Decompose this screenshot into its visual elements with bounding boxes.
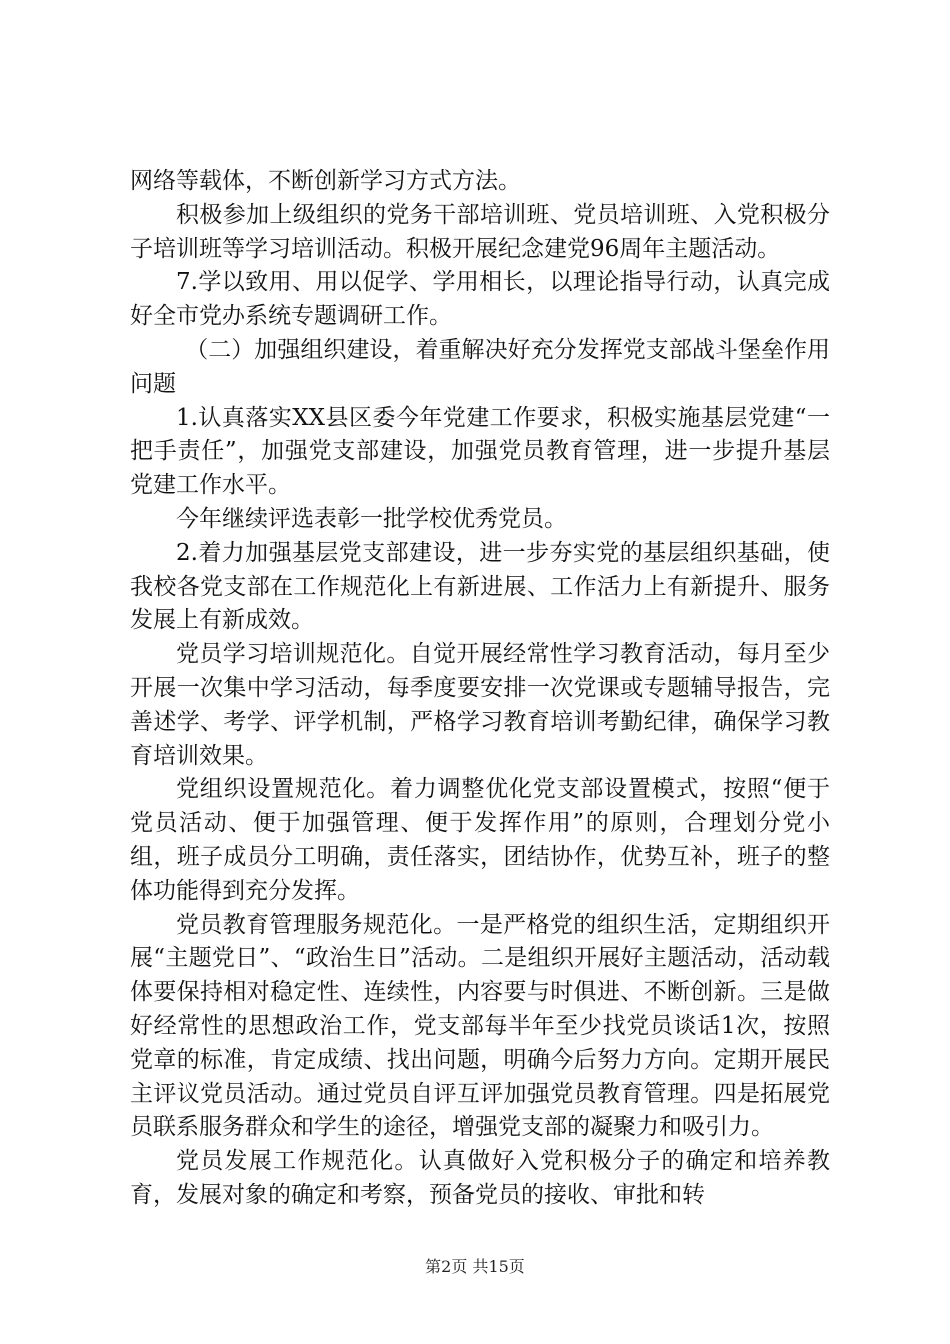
paragraph: 党员发展工作规范化。认真做好入党积极分子的确定和培养教育，发展对象的确定和考察，预备党员的接收、审批和转: [130, 1148, 830, 1208]
document-body: [130, 165, 830, 1213]
paragraph: 7.学以致用、用以促学、学用相长，以理论指导行动，认真完成好全市党办系统专题调研工作。: [130, 269, 830, 330]
paragraph: 党组织设置规范化。着力调整优化党支部设置模式，按照“便于党员活动、便于加强管理、便于发挥作用”的原则，合理划分党小组，班子成员分工明确，责任落实，团结协作，优势互补，班子的整体功能得到充分发挥。: [130, 776, 830, 904]
paragraph-continuation: 网络等载体，不断创新学习方式方法。: [130, 168, 521, 194]
paragraph: 积极参加上级组织的党务干部培训班、党员培训班、入党积极分子培训班等学习培训活动。积极开展纪念建党96周年主题活动。: [130, 201, 830, 262]
paragraph: 党员教育管理服务规范化。一是严格党的组织生活，定期组织开展“主题党日”、“政治生日”活动。二是组织开展好主题活动，活动载体要保持相对稳定性、连续性，内容要与时俱进、不断创新。三是做好经常性的思想政治工作，党支部每半年至少找党员谈话1次，按照党章的标准，肯定成绩、找出问题，明确今后努力方向。定期开展民主评议党员活动。通过党员自评互评加强党员教育管理。四是拓展党员联系服务群众和学生的途径，增强党支部的凝聚力和吸引力。: [130, 911, 830, 1141]
paragraph: 今年继续评选表彰一批学校优秀党员。: [176, 505, 567, 532]
paragraph: 1.认真落实XX县区委今年党建工作要求，积极实施基层党建“一把手责任”，加强党支部建设，加强党员教育管理，进一步提升基层党建工作水平。: [130, 404, 830, 499]
paragraph: 党员学习培训规范化。自觉开展经常性学习教育活动，每月至少开展一次集中学习活动，每季度要安排一次党课或专题辅导报告，完善述学、考学、评学机制，严格学习教育培训考勤纪律，确保学习教育培训效果。: [130, 641, 830, 769]
page-number-footer: 第2页 共15页: [425, 1257, 525, 1276]
section-heading: （二）加强组织建设，着重解决好充分发挥党支部战斗堡垒作用问题: [130, 336, 830, 397]
paragraph: 2.着力加强基层党支部建设，进一步夯实党的基层组织基础，使我校各党支部在工作规范化上有新进展、工作活力上有新提升、服务发展上有新成效。: [130, 539, 830, 634]
